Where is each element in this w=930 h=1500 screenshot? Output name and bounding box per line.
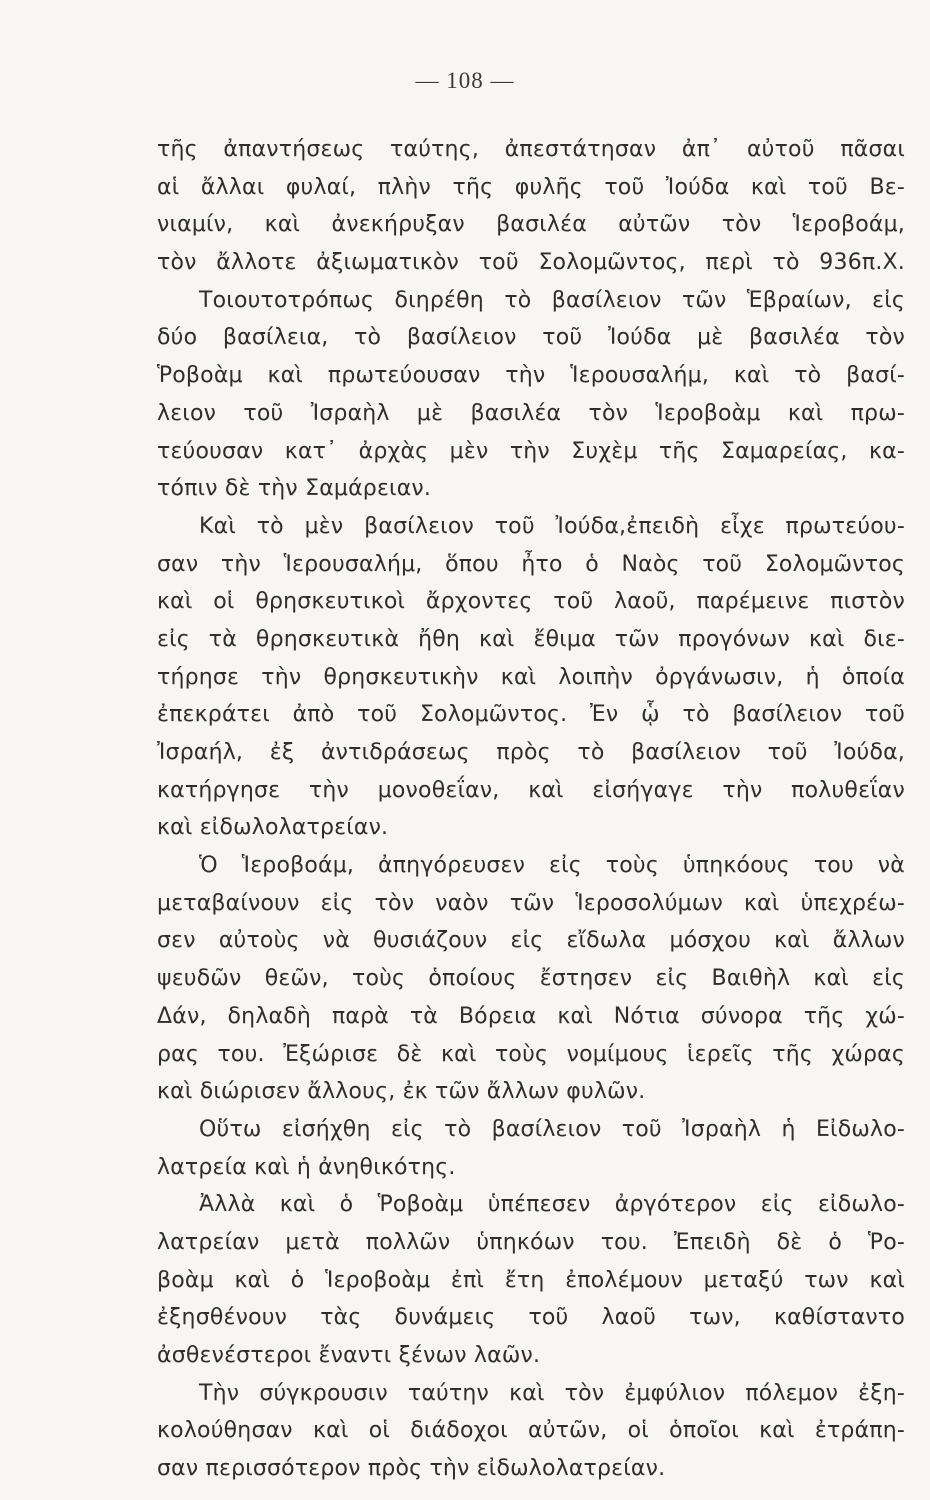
text-line: λατρεία καὶ ἡ ἀνηθικότης.	[157, 1154, 456, 1180]
text-line: Τὴν σύγκρουσιν ταύτην καὶ τὸν ἐμφύλιον πόλεμον ἐξη-	[199, 1380, 905, 1406]
text-line: Ὁ Ἱεροβοάμ, ἀπηγόρευσεν εἰς τοὺς ὑπηκόους του νὰ	[199, 853, 905, 879]
text-line: τόπιν δὲ τὴν Σαμάρειαν.	[157, 476, 432, 502]
text-line: Οὕτω εἰσήχθη εἰς τὸ βασίλειον τοῦ Ἰσραὴλ ἡ Εἰδωλο-	[199, 1116, 905, 1142]
text-line: ἐπεκράτει ἀπὸ τοῦ Σολομῶντος. Ἐν ᾧ τὸ βασίλειον τοῦ	[157, 702, 905, 728]
text-line: Δάν, δηλαδὴ παρὰ τὰ Βόρεια καὶ Νότια σύνορα τῆς χώ-	[157, 1003, 905, 1029]
text-line: κατήργησε τὴν μονοθεΐαν, καὶ εἰσήγαγε τὴν πολυθεΐαν	[157, 777, 905, 803]
text-line: τὸν ἄλλοτε ἀξιωματικὸν τοῦ Σολομῶντος, περὶ τὸ 936π.Χ.	[157, 250, 905, 276]
text-line: εἰς τὰ θρησκευτικὰ ἤθη καὶ ἔθιμα τῶν προγόνων καὶ διε-	[157, 626, 905, 652]
text-line: λειον τοῦ Ἰσραὴλ μὲ βασιλέα τὸν Ἱεροβοὰμ καὶ πρω-	[157, 400, 905, 426]
text-line: Ἀλλὰ καὶ ὁ Ῥοβοὰμ ὑπέπεσεν ἀργότερον εἰς εἰδωλο-	[199, 1192, 905, 1218]
text-line: ψευδῶν θεῶν, τοὺς ὁποίους ἔστησεν εἰς Βαιθὴλ καὶ εἰς	[157, 966, 905, 992]
text-line: τεύουσαν κατ᾿ ἀρχὰς μὲν τὴν Συχὲμ τῆς Σαμαρείας, κα-	[157, 438, 905, 464]
text-line: ἐξησθένουν τὰς δυνάμεις τοῦ λαοῦ των, καθίσταντο	[157, 1305, 905, 1331]
text-line: Καὶ τὸ μὲν βασίλειον τοῦ Ἰούδα,ἐπειδὴ εἶχε πρωτεύου-	[199, 513, 905, 539]
text-line: τῆς ἀπαντήσεως ταύτης, ἀπεστάτησαν ἀπ᾿ αὐτοῦ πᾶσαι	[157, 137, 905, 162]
text-line: τήρησε τὴν θρησκευτικὴν καὶ λοιπὴν ὀργάνωσιν, ἡ ὁποία	[157, 664, 905, 690]
text-line: σεν αὐτοὺς νὰ θυσιάζουν εἰς εἴδωλα μόσχου καὶ ἄλλων	[157, 928, 905, 954]
text-line: Ῥοβοὰμ καὶ πρωτεύουσαν τὴν Ἱερουσαλήμ, καὶ τὸ βασί-	[157, 363, 905, 389]
text-line: αἱ ἄλλαι φυλαί, πλὴν τῆς φυλῆς τοῦ Ἰούδα καὶ τοῦ Βε-	[157, 174, 905, 200]
page-number: — 108 —	[415, 68, 515, 93]
text-line: βοὰμ καὶ ὁ Ἱεροβοὰμ ἐπὶ ἔτη ἐπολέμουν μεταξύ των καὶ	[157, 1267, 905, 1293]
text-line: κολούθησαν καὶ οἱ διάδοχοι αὐτῶν, οἱ ὁποῖοι καὶ ἐτράπη-	[157, 1418, 905, 1444]
text-line: ἀσθενέστεροι ἔναντι ξένων λαῶν.	[157, 1343, 541, 1368]
text-line: σαν τὴν Ἱερουσαλήμ, ὅπου ἦτο ὁ Ναὸς τοῦ Σολομῶντος	[157, 551, 905, 577]
text-line: Ἰσραήλ, ἐξ ἀντιδράσεως πρὸς τὸ βασίλειον τοῦ Ἰούδα,	[157, 740, 905, 765]
text-line: καὶ εἰδωλολατρείαν.	[157, 815, 389, 841]
text-line: καὶ οἱ θρησκευτικοὶ ἄρχοντες τοῦ λαοῦ, παρέμεινε πιστὸν	[157, 589, 905, 615]
text-line: καὶ διώρισεν ἄλλους, ἐκ τῶν ἄλλων φυλῶν.	[157, 1079, 646, 1105]
body-text	[157, 131, 905, 1488]
text-line: σαν περισσότερον πρὸς τὴν εἰδωλολατρείαν.	[157, 1456, 666, 1482]
text-line: νιαμίν, καὶ ἀνεκήρυξαν βασιλέα αὐτῶν τὸν Ἱεροβοάμ,	[157, 212, 905, 238]
text-line: ρας του. Ἐξώρισε δὲ καὶ τοὺς νομίμους ἱερεῖς τῆς χώρας	[157, 1041, 905, 1067]
text-line: δύο βασίλεια, τὸ βασίλειον τοῦ Ἰούδα μὲ βασιλέα τὸν	[157, 325, 905, 351]
text-line: μεταβαίνουν εἰς τὸν ναὸν τῶν Ἱεροσολύμων καὶ ὑπεχρέω-	[157, 890, 905, 916]
text-line: Τοιουτοτρόπως διηρέθη τὸ βασίλειον τῶν Ἑβραίων, εἰς	[199, 287, 905, 313]
text-line: λατρείαν μετὰ πολλῶν ὑπηκόων του. Ἐπειδὴ δὲ ὁ Ῥο-	[157, 1229, 905, 1255]
